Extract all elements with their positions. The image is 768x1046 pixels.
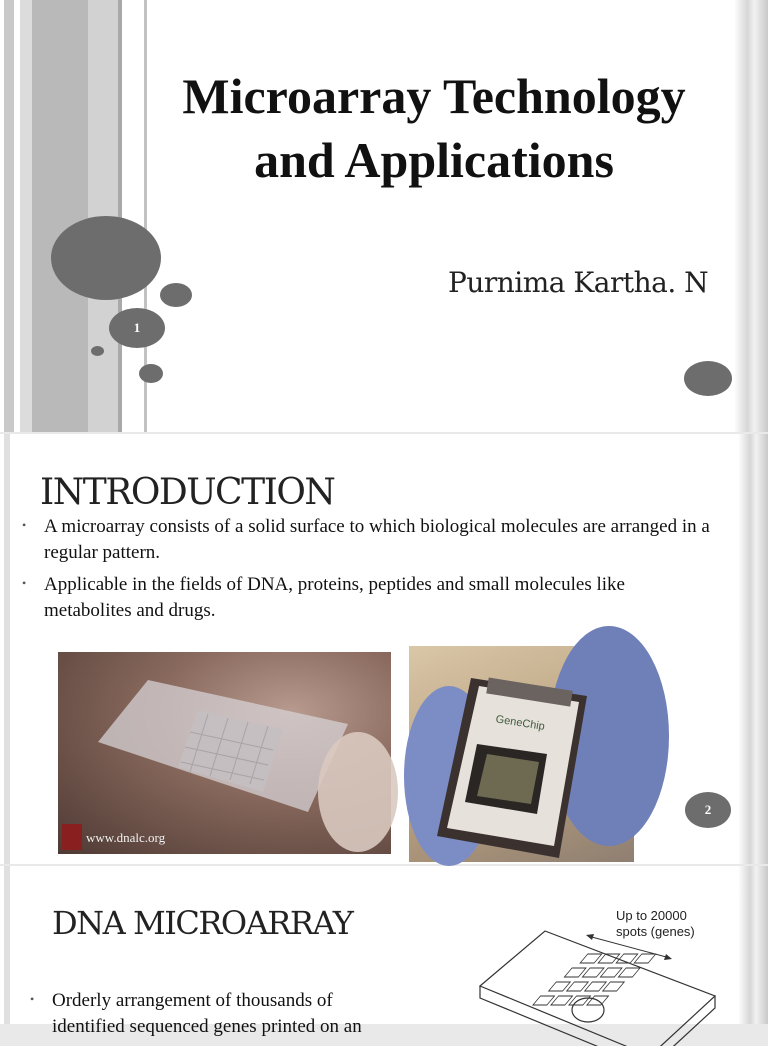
bullet-list [22, 514, 712, 630]
section-heading: INTRODUCTION [40, 472, 335, 513]
diagram-label-line-1: Up to 20000 [616, 908, 687, 923]
list-item: • Applicable in the fields of DNA, proteins, peptides and small molecules like metabolites and drugs. [22, 572, 712, 624]
author-name: Purnima Kartha. N [448, 266, 709, 299]
decor-circle [160, 283, 192, 307]
diagram-label-line-2: spots (genes) [616, 924, 695, 939]
decor-stripe [4, 434, 10, 864]
decor-stripe [4, 0, 14, 432]
decor-circle [139, 364, 163, 383]
decor-edge-right [738, 434, 768, 864]
title-line-2: and Applications [254, 132, 614, 188]
decor-stripe [32, 0, 88, 432]
slide-2 [0, 434, 768, 864]
presentation-title [142, 64, 726, 192]
genechip-graphic [409, 646, 634, 862]
bullet-list [30, 988, 410, 1046]
list-item: • Orderly arrangement of thousands of identified sequenced genes printed on an [30, 988, 410, 1040]
decor-stripe [4, 866, 10, 1024]
glass-slide-graphic [58, 652, 391, 854]
slide-3 [0, 866, 768, 1037]
microarray-slide-photo [58, 652, 391, 854]
slide-number-badge [109, 308, 165, 348]
decor-stripe [118, 0, 122, 432]
slide-number: 2 [704, 802, 712, 817]
microarray-diagram [470, 906, 730, 1026]
title-line-1: Microarray Technology [182, 68, 686, 124]
list-item: • A microarray consists of a solid surface to which biological molecules are arranged in a regular pattern. [22, 514, 712, 566]
genechip-photo [409, 646, 634, 862]
slide-1 [0, 0, 768, 432]
decor-circle [684, 361, 732, 396]
slide-number: 1 [133, 320, 141, 335]
section-heading: DNA MICROARRAY [52, 904, 353, 942]
slide-number-badge [685, 792, 731, 828]
decor-circle [91, 346, 104, 356]
decor-edge-right [734, 0, 768, 432]
photo-watermark: www.dnalc.org [86, 830, 166, 845]
genechip-brand: GeneChip [494, 713, 546, 733]
decor-edge-right [738, 866, 768, 1024]
decor-circle-large [51, 216, 161, 300]
